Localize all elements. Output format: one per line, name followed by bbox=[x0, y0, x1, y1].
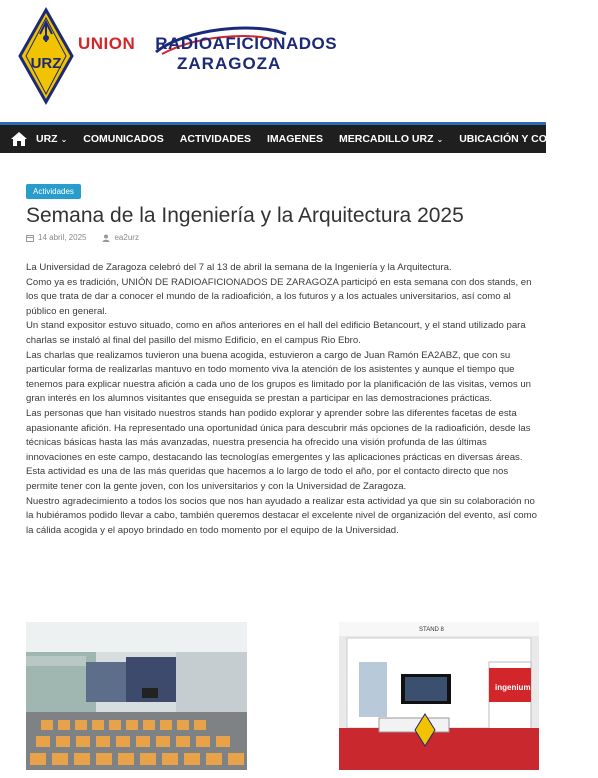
nav-item-label: MERCADILLO URZ bbox=[339, 133, 434, 145]
paragraph: Nuestro agradecimiento a todos los socios que nos han ayudado a realizar esta actividad ya que sin su colaboración no la hubiéramos podido llevar a cabo, también queremos destacar el excelente nivel de organización del evento, así como la cálida acogida y el apoyo brindado en todo momento por el equipo de la Universidad. bbox=[26, 495, 537, 536]
nav-item-ubicacion[interactable] bbox=[451, 125, 597, 153]
nav-item-imagenes[interactable] bbox=[259, 125, 331, 153]
post-author[interactable]: ea2urz bbox=[114, 233, 139, 242]
stand-banner-text: ingenium bbox=[495, 683, 531, 692]
calendar-icon bbox=[26, 234, 34, 242]
user-icon bbox=[102, 234, 110, 242]
paragraph: Las charlas que realizamos tuvieron una buena acogida, estuvieron a cargo de Juan Ramón EA2ABZ, que con su particular forma de realizarlas mantuvo en todo momento viva la atención de los asistentes y aunque el tiempo que tenemos para explicar nuestra afición a cada uno de los grupos es limitado por la planificación de las visitas, vemos un gran interés en los alumnos visitantes que enseguida se prestan a participar en las demostraciones prácticas. bbox=[26, 349, 532, 405]
brand-zaragoza: ZARAGOZA bbox=[177, 54, 282, 73]
brand-radioaficionados: RADIOAFICIONADOS bbox=[155, 34, 338, 53]
home-icon[interactable] bbox=[10, 125, 28, 153]
brand-union: UNION bbox=[78, 34, 136, 53]
main-navigation bbox=[0, 122, 590, 153]
nav-item-label: COMUNICADOS bbox=[83, 133, 164, 145]
category-badge[interactable]: Actividades bbox=[26, 184, 81, 199]
photo-stand-8[interactable] bbox=[339, 622, 539, 770]
nav-item-urz[interactable] bbox=[28, 125, 75, 153]
urz-logo[interactable] bbox=[18, 8, 74, 104]
site-header bbox=[0, 0, 546, 120]
post-meta bbox=[26, 233, 139, 242]
logo-text: URZ bbox=[30, 55, 62, 72]
paragraph: Las personas que han visitado nuestros stands han podido explorar y aprender sobre las diferentes facetas de esta apasionante afición. Ha representado una oportunidad única para descubrir más opciones de la radioafición, desde las técnicas básicas hasta las más avanzadas, nuestra presencia ha ofrecido una visión profunda de las últimas innovaciones en este campo, destacando las tecnologías emergentes y las aplicaciones prácticas en diversas áreas. bbox=[26, 407, 531, 463]
paragraph: La Universidad de Zaragoza celebró del 7 al 13 de abril la semana de la Ingeniería y la Arquitectura. bbox=[26, 262, 452, 273]
nav-item-label: IMAGENES bbox=[266, 133, 323, 145]
nav-item-label: ACTIVIDADES bbox=[179, 133, 251, 145]
photo-hall-chairs[interactable] bbox=[26, 622, 247, 770]
nav-item-mercadillo[interactable] bbox=[331, 125, 451, 153]
post-content bbox=[26, 261, 538, 538]
nav-item-actividades[interactable] bbox=[172, 125, 259, 153]
paragraph: Como ya es tradición, UNIÓN DE RADIOAFICIONADOS DE ZARAGOZA participó en esta semana con dos stands, en los que trata de dar a conocer el mundo de la radioafición, a los futuros y a los actuales universitarios, así como al público en general. bbox=[26, 276, 532, 317]
nav-item-comunicados[interactable] bbox=[75, 125, 172, 153]
brand-wordmark[interactable] bbox=[78, 24, 378, 94]
paragraph: Esta actividad es una de las más queridas que hacemos a lo largo de todo el año, por el contacto directo que nos permite tener con la gente joven, con los universitarios y con la Universidad de Zaragoza. bbox=[26, 466, 509, 492]
post-date[interactable]: 14 abril, 2025 bbox=[38, 233, 87, 242]
stand-sign: STAND 8 bbox=[419, 627, 444, 633]
nav-item-label: URZ bbox=[36, 133, 58, 145]
chevron-down-icon: ⌄ bbox=[436, 134, 444, 144]
paragraph: Un stand expositor estuvo situado, como en años anteriores en el hall del edificio Betancourt, y el stand utilizado para charlas se instaló al final del pasillo del mismo Edificio, en el campus Rio Ebro. bbox=[26, 320, 526, 346]
post-title: Semana de la Ingeniería y la Arquitectura 2025 bbox=[26, 204, 464, 227]
chevron-down-icon: ⌄ bbox=[60, 134, 68, 144]
nav-item-label: UBICACIÓN Y CONTACTO bbox=[459, 133, 590, 145]
